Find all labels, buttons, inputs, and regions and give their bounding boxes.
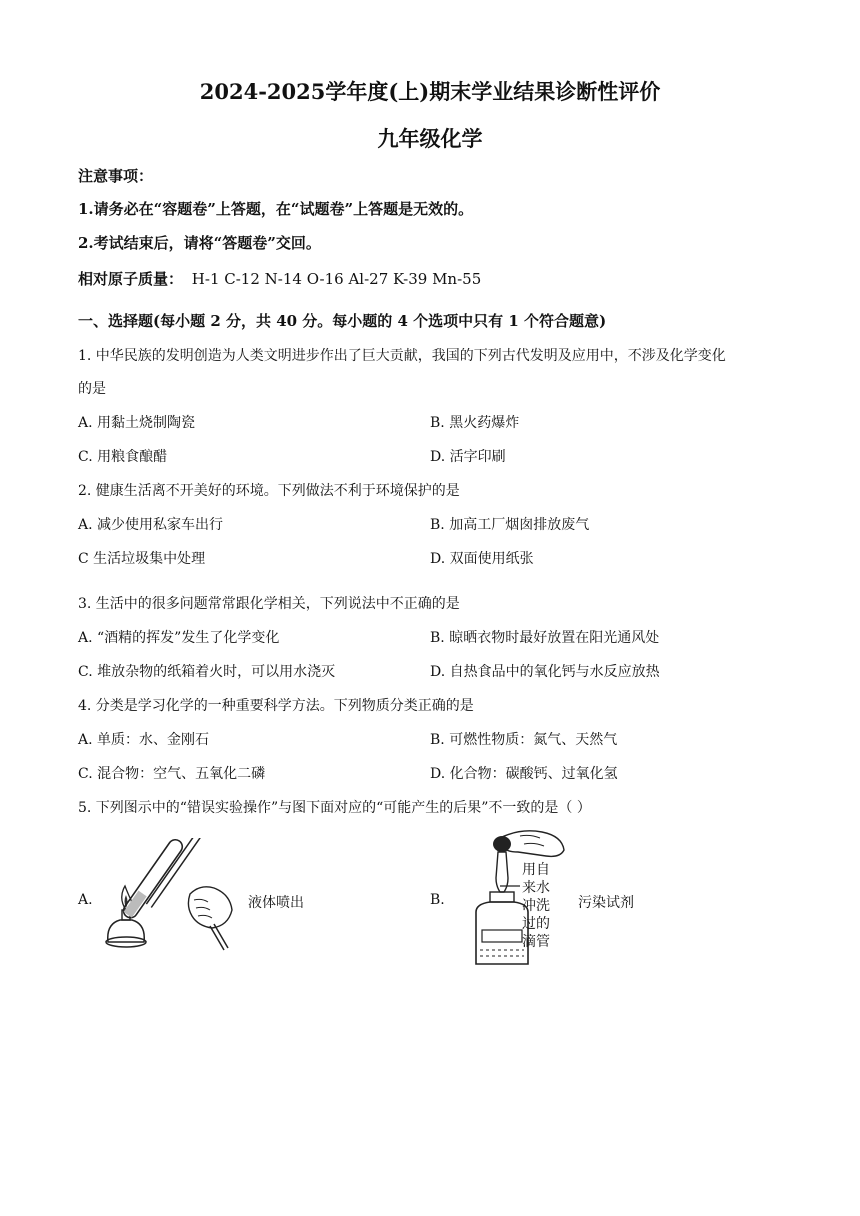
figure-b-label-2: 来水 [522, 880, 550, 896]
question-2-option-a: A. 减少使用私家车出行 [78, 517, 224, 533]
question-1-option-a: A. 用黏土烧制陶瓷 [78, 415, 196, 431]
figure-b-label-1: 用自 [522, 862, 550, 878]
figure-b-label-3: 冲洗 [522, 898, 550, 914]
question-1-option-c: C. 用粮食酿醋 [78, 449, 168, 465]
question-3-stem: 3. 生活中的很多问题常常跟化学相关，下列说法中不正确的是 [78, 596, 460, 612]
question-5-stem: 5. 下列图示中的“错误实验操作”与图下面对应的“可能产生的后果”不一致的是（ ） [78, 800, 591, 816]
question-4-option-d: D. 化合物：碳酸钙、过氧化氢 [430, 766, 618, 782]
question-4-option-b: B. 可燃性物质：氮气、天然气 [430, 732, 618, 748]
question-3-option-b: B. 晾晒衣物时最好放置在阳光通风处 [430, 630, 660, 646]
question-2-stem: 2. 健康生活离不开美好的环境。下列做法不利于环境保护的是 [78, 483, 460, 499]
figure-b-label-4: 过的 [522, 916, 550, 932]
question-2-option-d: D. 双面使用纸张 [430, 551, 534, 567]
page-title: 2024-2025学年度(上)期末学业结果诊断性评价 [199, 79, 661, 104]
atomic-mass-line [78, 268, 481, 289]
question-5-caption-a: 液体喷出 [248, 895, 304, 911]
question-3-option-a: A. “酒精的挥发”发生了化学变化 [78, 630, 280, 646]
figure-b-label-5: 滴管 [522, 934, 550, 950]
section-heading: 一、选择题(每小题 2 分，共 40 分。每小题的 4 个选项中只有 1 个符合题意) [78, 312, 607, 330]
notes-heading: 注意事项： [78, 167, 154, 185]
question-5-option-b: B. [430, 892, 445, 908]
figure-a-heating-test-tube [98, 838, 238, 956]
atomic-mass-values: H-1 C-12 N-14 O-16 Al-27 K-39 Mn-55 [191, 270, 482, 288]
question-1-stem-cont: 的是 [78, 381, 106, 397]
question-5-option-a: A. [78, 892, 93, 908]
question-1-stem: 1. 中华民族的发明创造为人类文明进步作出了巨大贡献，我国的下列古代发明及应用中，不涉及化学变化 [78, 348, 726, 364]
question-2-option-c: C 生活垃圾集中处理 [78, 551, 206, 567]
page-subtitle: 九年级化学 [377, 126, 483, 151]
question-2-option-b: B. 加高工厂烟囱排放废气 [430, 517, 590, 533]
notes-item-1: 1.请务必在“容题卷”上答题，在“试题卷”上答题是无效的。 [78, 200, 474, 218]
question-3-option-c: C. 堆放杂物的纸箱着火时，可以用水浇灭 [78, 664, 336, 680]
notes-item-2: 2.考试结束后，请将“答题卷”交回。 [78, 234, 321, 252]
figure-b-dropper-bottle [460, 826, 570, 968]
question-4-option-c: C. 混合物：空气、五氧化二磷 [78, 766, 266, 782]
question-3-option-d: D. 自热食品中的氧化钙与水反应放热 [430, 664, 660, 680]
question-4-option-a: A. 单质：水、金刚石 [78, 732, 210, 748]
question-1-option-d: D. 活字印刷 [430, 449, 506, 465]
atomic-mass-label: 相对原子质量： [78, 270, 184, 288]
question-5-caption-b: 污染试剂 [578, 895, 634, 911]
question-1-option-b: B. 黑火药爆炸 [430, 415, 520, 431]
question-4-stem: 4. 分类是学习化学的一种重要科学方法。下列物质分类正确的是 [78, 698, 474, 714]
